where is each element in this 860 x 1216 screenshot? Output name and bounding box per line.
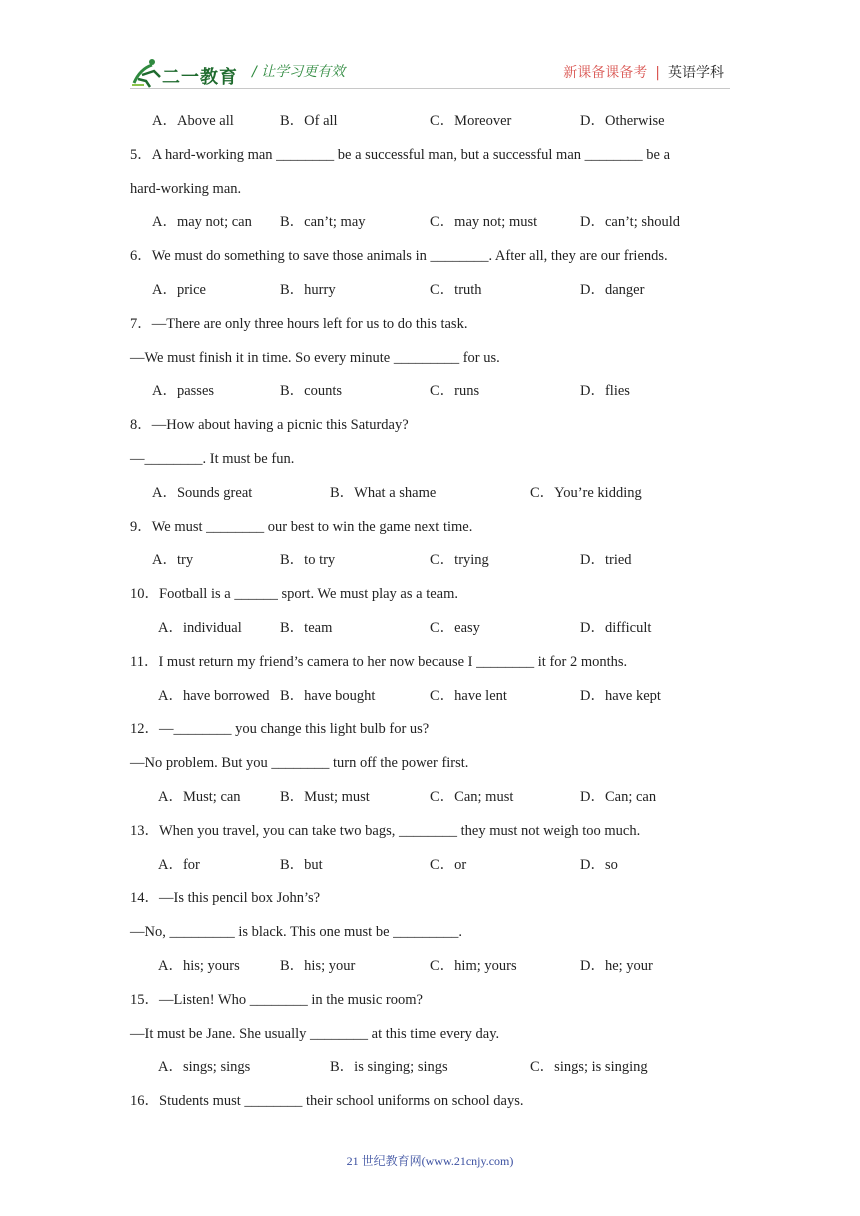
options-row-q4 — [130, 108, 730, 142]
option-c: C．Moreover — [430, 113, 512, 129]
options-row — [130, 547, 730, 581]
question-text: 7．—There are only three hours left for us to do this task. — [130, 315, 468, 332]
option-b: B．Must; must — [280, 788, 370, 805]
options-row — [130, 615, 730, 649]
header-subject-label: 英语学科 — [668, 65, 724, 81]
option-c: C．runs — [430, 383, 480, 400]
question-item — [130, 581, 730, 649]
question-item — [130, 885, 730, 986]
question-text-continued: —We must finish it in time. So every minute _________ for us. — [130, 349, 500, 366]
option-a: A．individual — [158, 619, 242, 636]
question-text: 11．I must return my friend’s camera to her now because I ________ it for 2 months. — [130, 653, 628, 670]
option-b: B．to try — [280, 552, 336, 569]
question-item — [130, 243, 730, 311]
header-right — [563, 62, 724, 82]
question-item — [130, 514, 730, 582]
option-b: B．is singing; sings — [330, 1059, 448, 1076]
page-header — [130, 55, 730, 91]
option-d: D．Can; can — [580, 788, 657, 805]
option-d: D．Otherwise — [580, 113, 665, 129]
option-c: C．trying — [430, 552, 489, 569]
question-item — [130, 311, 730, 412]
page-footer: 21 世纪教育网(www.21cnjy.com) — [346, 1154, 514, 1168]
option-c: C．easy — [430, 619, 480, 636]
option-d: D．difficult — [580, 619, 652, 636]
question-text: 5．A hard-working man ________ be a successful man, but a successful man ________ be a — [130, 146, 671, 163]
logo — [130, 55, 250, 89]
header-divider — [130, 88, 730, 89]
option-d: D．danger — [580, 281, 645, 298]
question-text: 16．Students must ________ their school uniforms on school days. — [130, 1093, 524, 1110]
option-a: A．price — [152, 281, 206, 298]
header-separator: | — [655, 65, 660, 81]
options-row — [130, 953, 730, 987]
option-c: C．truth — [430, 281, 482, 298]
question-text: 14．—Is this pencil box John’s? — [130, 890, 321, 907]
question-text: 6．We must do something to save those animals in ________. After all, they are our friends. — [130, 248, 668, 265]
questions-container — [130, 142, 730, 1122]
question-list — [130, 108, 730, 1122]
option-b: B．have bought — [280, 687, 376, 704]
question-item — [130, 649, 730, 717]
header-course-label: 新课备课备考 — [563, 65, 648, 81]
option-b: B．but — [280, 856, 323, 873]
option-a: A．Above all — [152, 113, 234, 129]
question-text-continued: —It must be Jane. She usually ________ at this time every day. — [130, 1025, 500, 1042]
question-text-continued: —________. It must be fun. — [130, 450, 295, 467]
option-a: A．sings; sings — [158, 1059, 251, 1076]
option-b: B．What a shame — [330, 484, 437, 501]
question-item — [130, 987, 730, 1088]
options-row — [130, 277, 730, 311]
slogan: / 让学习更有效 — [252, 64, 346, 80]
options-row — [130, 852, 730, 886]
question-text: 9．We must ________ our best to win the game next time. — [130, 518, 473, 535]
option-a: A．may not; can — [152, 214, 252, 231]
option-b: B．hurry — [280, 281, 336, 298]
question-text: 12．—________ you change this light bulb for us? — [130, 721, 430, 738]
logo-text: 二一教育 — [162, 67, 238, 88]
option-c: C．You’re kidding — [530, 484, 642, 501]
option-a: A．passes — [152, 383, 215, 400]
options-row — [130, 480, 730, 514]
options-row — [130, 1054, 730, 1088]
option-d: D．have kept — [580, 687, 661, 704]
option-b: B．Of all — [280, 113, 338, 129]
option-b: B．his; your — [280, 957, 356, 974]
question-text: 10．Football is a ______ sport. We must play as a team. — [130, 586, 458, 603]
question-item — [130, 716, 730, 817]
option-b: B．can’t; may — [280, 214, 366, 231]
option-a: A．try — [152, 552, 194, 569]
option-c: C．Can; must — [430, 788, 514, 805]
option-c: C．him; yours — [430, 957, 517, 974]
question-item — [130, 1088, 730, 1122]
option-c: C．sings; is singing — [530, 1059, 648, 1076]
runner-logo-icon — [130, 55, 164, 89]
option-b: B．team — [280, 619, 333, 636]
options-row — [130, 209, 730, 243]
option-d: D．can’t; should — [580, 214, 681, 231]
option-a: A．for — [158, 856, 200, 873]
option-d: D．so — [580, 856, 618, 873]
question-item — [130, 412, 730, 513]
question-text: 13．When you travel, you can take two bags, ________ they must not weigh too much. — [130, 822, 641, 839]
option-a: A．have borrowed — [158, 687, 270, 704]
question-text-continued: hard-working man. — [130, 180, 242, 197]
options-row — [130, 683, 730, 717]
question-text-continued: —No problem. But you ________ turn off the power first. — [130, 755, 469, 772]
option-c: C．have lent — [430, 687, 507, 704]
option-d: D．he; your — [580, 957, 653, 974]
option-a: A．Must; can — [158, 788, 241, 805]
option-b: B．counts — [280, 383, 343, 400]
option-a: A．Sounds great — [152, 484, 253, 501]
option-c: C．or — [430, 856, 467, 873]
question-item — [130, 818, 730, 886]
question-item — [130, 142, 730, 243]
question-text: 15．—Listen! Who ________ in the music room? — [130, 991, 423, 1008]
options-row — [130, 784, 730, 818]
option-a: A．his; yours — [158, 957, 240, 974]
option-d: D．flies — [580, 383, 630, 400]
question-text-continued: —No, _________ is black. This one must be _________. — [130, 924, 463, 941]
option-d: D．tried — [580, 552, 632, 569]
question-text: 8．—How about having a picnic this Saturday? — [130, 417, 409, 434]
options-row — [130, 378, 730, 412]
option-c: C．may not; must — [430, 214, 538, 231]
